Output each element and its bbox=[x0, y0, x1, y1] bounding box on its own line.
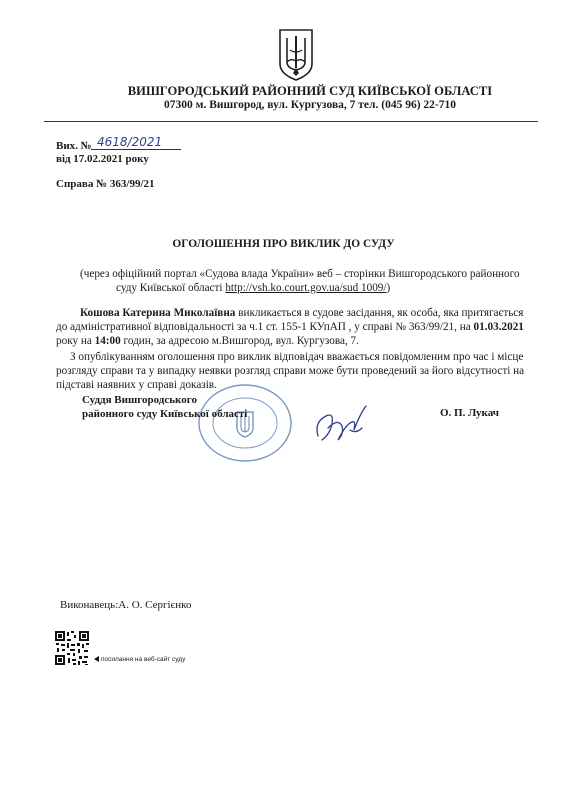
p2-line-1: З опублікуванням оголошення про виклик відповідач вважається повідомленим про час і місце bbox=[70, 351, 524, 363]
hearing-date: 01.03.2021 bbox=[473, 320, 524, 333]
handwritten-signature bbox=[312, 400, 372, 448]
judge-role bbox=[82, 394, 247, 421]
p1-line-3 bbox=[56, 335, 546, 349]
notice-subtitle bbox=[80, 268, 560, 296]
p2-line-3: підставі наявних у справі доказів. bbox=[56, 378, 217, 391]
subtitle-suffix: ) bbox=[386, 281, 391, 294]
subtitle-line-1: (через офіційний портал «Судова влада України» веб – сторінки Вишгородського районного bbox=[80, 268, 520, 280]
p1-text: викликається в судове засідання, як особа, яка притягається bbox=[235, 307, 524, 319]
p1-line-2-text: до адміністративної відповідальності за ч.1 ст. 155-1 КУпАП , у справі № 363/99/21, на bbox=[56, 320, 474, 333]
arrow-left-icon bbox=[94, 656, 99, 662]
notice-title: ОГОЛОШЕННЯ ПРО ВИКЛИК ДО СУДУ bbox=[172, 238, 395, 250]
subtitle-prefix: суду Київської області bbox=[116, 281, 226, 294]
hearing-time: 14:00 bbox=[94, 334, 121, 347]
p1-line-1 bbox=[56, 307, 546, 321]
case-number: Справа № 363/99/21 bbox=[56, 178, 155, 190]
qr-caption bbox=[94, 656, 185, 663]
outgoing-date: від 17.02.2021 року bbox=[56, 153, 149, 165]
executor: Виконавець:А. О. Сергієнко bbox=[60, 599, 192, 611]
subtitle-line-2 bbox=[80, 282, 560, 296]
p2-line-2: розгляду справи та у випадку неявки розгляд справи може бути проведений за його відсутності на bbox=[56, 364, 525, 377]
judge-name: О. П. Лукач bbox=[440, 407, 499, 419]
p1-line-3-a: року на bbox=[56, 334, 95, 347]
outgoing-number: 4618/2021 bbox=[91, 135, 181, 150]
summons-paragraph bbox=[56, 307, 546, 348]
court-name: ВИШГОРОДСЬКИЙ РАЙОННИЙ СУД КИЇВСЬКОЇ ОБЛАСТІ bbox=[127, 84, 493, 98]
p1-line-3-b: годин, за адресою м.Вишгород, вул. Кургузова, 7. bbox=[120, 334, 359, 347]
qr-code[interactable] bbox=[54, 630, 90, 666]
court-address: 07300 м. Вишгород, вул. Кургузова, 7 тел. (045 96) 22-710 bbox=[164, 99, 456, 111]
header-divider bbox=[44, 121, 538, 122]
p1-line-2 bbox=[56, 321, 546, 335]
coat-of-arms-icon bbox=[277, 28, 315, 82]
defendant-name: Кошова Катерина Миколаївна bbox=[80, 307, 236, 319]
notification-paragraph bbox=[56, 351, 551, 392]
outgoing-label: Вих. № bbox=[56, 140, 92, 152]
judge-role-line-1: Суддя Вишгородського bbox=[82, 394, 197, 406]
court-website-link[interactable]: http://vsh.ko.court.gov.ua/sud 1009/ bbox=[225, 281, 387, 294]
judge-role-line-2: районного суду Київської області bbox=[82, 407, 248, 420]
qr-caption-text: посилання на веб-сайт суду bbox=[101, 656, 186, 663]
